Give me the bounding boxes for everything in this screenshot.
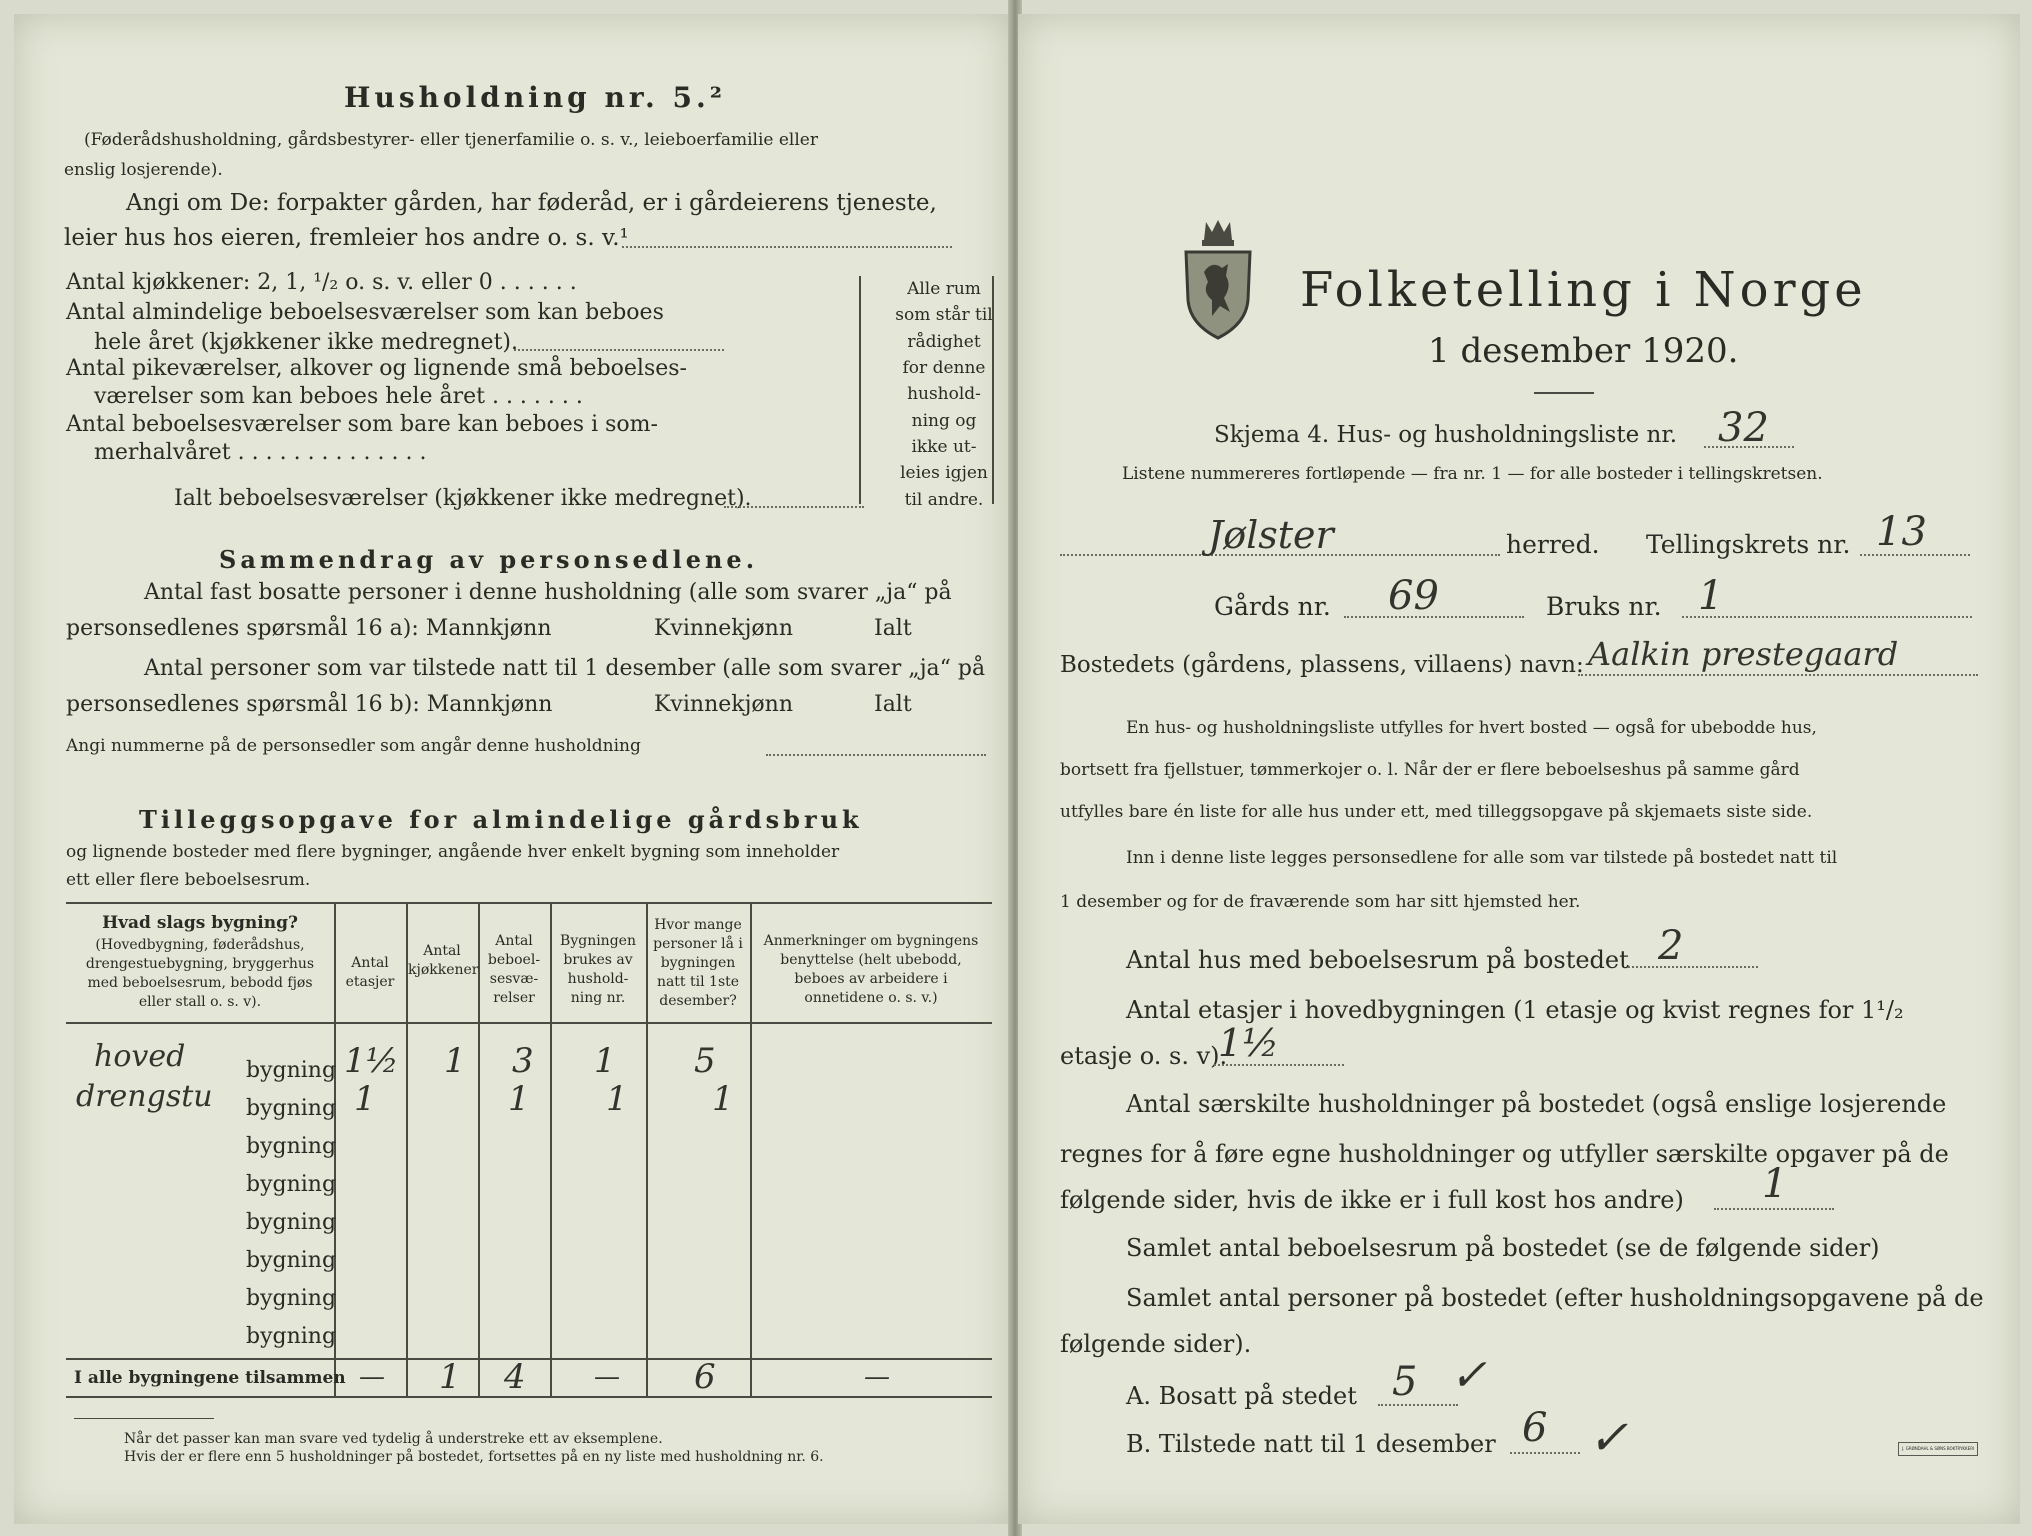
bosted-label: Bostedets (gårdens, plassens, villaens) navn:	[1060, 652, 1584, 678]
bosatt-label: A. Bosatt på stedet	[1126, 1382, 1357, 1410]
herred-label: herred.	[1506, 530, 1600, 559]
krets-value: 13	[1876, 509, 1927, 555]
header-rooms: Antal beboel-sesvæ-relser	[487, 933, 541, 1006]
household-title: Husholdning nr. 5.²	[344, 81, 727, 114]
para1-line3: utfylles bare én liste for alle hus under ett, med tilleggsopgave på skjemaets siste side.	[1060, 802, 1813, 822]
summary-line1: Antal fast bosatte personer i denne husholdning (alle som svarer „ja“ på	[144, 580, 952, 605]
footnote-2: Hvis der er flere enn 5 husholdninger på bostedet, fortsettes på en ny liste med husholdning nr. 6.	[124, 1449, 824, 1465]
etasjer-line2: etasje o. s. v).	[1060, 1042, 1228, 1070]
para1-line2: bortsett fra fjellstuer, tømmerkojer o. l. Når der er flere beboelseshus på samme gård	[1060, 760, 1800, 780]
summary-title: Sammendrag av personsedlene.	[219, 545, 759, 574]
rooms-small-1: Antal pikeværelser, alkover og lignende små beboelses-	[66, 356, 687, 381]
supplement-title: Tilleggsopgave for almindelige gårdsbruk	[139, 805, 863, 834]
bosatt-check-icon: ✓	[1450, 1350, 1487, 1401]
left-page: Husholdning nr. 5.² (Føderådshusholdning, gårdsbestyrer- eller tjenerfamilie o. s. v., leieboerfamilie eller enslig losjerende). Angi om De: forpakter gården, har føderåd, er i gårdeierens tjeneste, leier hus hos eieren, fremleier hos andre o. s. v.¹ Antal kjøkkener: 2, 1, ¹/₂ o. s. v. eller 0 . . . . . . Antal almindelige beboelsesværelser som kan beboes hele året (kjøkkener ikke medregnet). Antal pikeværelser, alkover og lignende små beboelses- værelser som kan beboes hele året . . . . . . . Antal beboelsesværelser som bare kan beboes i som- merhalvåret . . . . . . . . . . . . . . Ialt beboelsesværelser (kjøkkener ikke medregnet). Alle rum som står til rådighet for denne hushold- ning og ikke ut- leies igjen til andre. Sammendrag av personsedlene. Antal fast bosatte personer i denne husholdning (alle som svarer „ja“ på personsedlenes spørsmål 16 a): Mannkjønn Kvinnekjønn Ialt Antal personer som var tilstede natt til 1 desember (alle som svarer „ja“ på personsedlenes spørsmål 16 b): Mannkjønn Kvinnekjønn Ialt Angi nummerne på de personsedler som angår denne husholdning Tilleggsopgave for almindelige gårdsbruk og lignende bosteder med flere bygninger, angående hver enkelt bygning som inneholder ett eller flere beboelsesrum. Hvad slags bygning? (Hovedbygning, føderådshus, drengestuebygning, bryggerhus med beboelsesrum, bebodd fjøs eller stall o. s. v). Antal etasjer Antal kjøkkener Antal beboel-sesvæ-relser Bygningen brukes av hushold-ning nr. Hvor mange personer lå i bygningen natt til 1ste desember? Anmerkninger om bygningens benyttelse (helt ubebodd, beboes av arbeidere i onnetidene o. s. v.) hoved bygning 1½ 1 3 1 5 drengstu bygning 1 1 1 1 bygning bygning bygning bygning bygning bygning I alle bygningene tilsammen — 1 4 — 6 — Når det passer kan man svare ved tydelig å understreke ett av eksemplene. Hvis der er flere enn 5 husholdninger på bostedet, fortsettes på en ny liste med husholdning nr. 6.	[14, 14, 1010, 1524]
rooms-summer-2: merhalvåret . . . . . . . . . . . . . .	[94, 440, 427, 465]
para2-line2: 1 desember og for de fraværende som har sitt hjemsted her.	[1060, 892, 1581, 912]
gards-label: Gårds nr.	[1214, 592, 1331, 621]
hush-line1: Antal særskilte husholdninger på bostedet (også enslige losjerende	[1126, 1090, 1947, 1118]
herred-value: Jølster	[1208, 513, 1334, 557]
etasjer-value: 1½	[1218, 1021, 1280, 1065]
supplement-line1: og lignende bosteder med flere bygninger, angående hver enkelt bygning som inneholder	[66, 842, 840, 862]
coat-of-arms-icon	[1178, 216, 1258, 340]
bracket-note: Alle rum som står til rådighet for denne hushold- ning og ikke ut- leies igjen til andre.	[895, 279, 993, 510]
krets-label: Tellingskrets nr.	[1646, 530, 1851, 559]
etasjer-line1: Antal etasjer i hovedbygningen (1 etasje og kvist regnes for 1¹/₂	[1126, 996, 1904, 1024]
hush-line3: følgende sider, hvis de ikke er i full kost hos andre)	[1060, 1186, 1684, 1214]
hus-label: Antal hus med beboelsesrum på bostedet	[1126, 946, 1629, 974]
rooms-total: Ialt beboelsesværelser (kjøkkener ikke medregnet).	[174, 486, 752, 511]
header-floors: Antal etasjer	[345, 955, 395, 990]
summary-line2: personsedlenes spørsmål 16 a): Mannkjønn	[66, 616, 552, 641]
gards-value: 69	[1388, 573, 1439, 619]
form-date: 1 desember 1920.	[1428, 331, 1739, 371]
rooms-ordinary-1: Antal almindelige beboelsesværelser som kan beboes	[66, 300, 664, 325]
rooms-ordinary-2: hele året (kjøkkener ikke medregnet).	[94, 330, 518, 355]
samlet-pers-line2: følgende sider).	[1060, 1330, 1252, 1358]
rooms-summer-1: Antal beboelsesværelser som bare kan beboes i som-	[66, 412, 658, 437]
header-building-desc: (Hovedbygning, føderådshus, drengestuebygning, bryggerhus med beboelsesrum, bebodd fjøs eller stall o. s. v).	[85, 937, 315, 1010]
summary-total-1: Ialt	[874, 616, 912, 641]
header-kitchens: Antal kjøkkener	[408, 943, 479, 978]
summary-numbers: Angi nummerne på de personsedler som angår denne husholdning	[66, 736, 641, 756]
schema-note: Listene nummereres fortløpende — fra nr. 1 — for alle bosteder i tellingskretsen.	[1122, 464, 1823, 484]
bracket	[859, 276, 863, 504]
tilstede-value: 6	[1522, 1405, 1548, 1451]
angi-line1: Angi om De: forpakter gården, har føderåd, er i gårdeierens tjeneste,	[126, 190, 937, 216]
hus-value: 2	[1658, 923, 1684, 969]
household-intro-line2: enslig losjerende).	[64, 160, 223, 180]
hush-value: 1	[1762, 1161, 1788, 1207]
summary-line4: personsedlenes spørsmål 16 b): Mannkjønn	[66, 692, 553, 717]
supplement-line2: ett eller flere beboelsesrum.	[66, 870, 311, 890]
bosatt-value: 5	[1392, 1359, 1418, 1405]
rooms-kitchens: Antal kjøkkener: 2, 1, ¹/₂ o. s. v. eller 0 . . . . . .	[66, 270, 577, 295]
summary-female-2: Kvinnekjønn	[654, 692, 793, 717]
summary-female-1: Kvinnekjønn	[654, 616, 793, 641]
summary-total-2: Ialt	[874, 692, 912, 717]
summary-line3: Antal personer som var tilstede natt til 1 desember (alle som svarer „ja“ på	[144, 656, 986, 681]
header-household: Bygningen brukes av hushold-ning nr.	[560, 933, 636, 1006]
household-intro-line1: (Føderådshusholdning, gårdsbestyrer- eller tjenerfamilie o. s. v., leieboerfamilie eller	[84, 130, 818, 150]
bosted-value: Aalkin prestegaard	[1588, 635, 1899, 673]
hush-line2: regnes for å føre egne husholdninger og utfyller særskilte opgaver på de	[1060, 1140, 1949, 1168]
header-building-type: Hvad slags bygning?	[102, 913, 298, 933]
right-page	[1018, 14, 2020, 1524]
tilstede-check-icon: ✓	[1588, 1410, 1629, 1466]
samlet-rum: Samlet antal beboelsesrum på bostedet (se de følgende sider)	[1126, 1234, 1880, 1262]
rooms-small-2: værelser som kan beboes hele året . . . . . . .	[94, 384, 583, 409]
tilstede-label: B. Tilstede natt til 1 desember	[1126, 1430, 1496, 1458]
form-title: Folketelling i Norge	[1300, 262, 1867, 318]
samlet-pers-line1: Samlet antal personer på bostedet (efter husholdningsopgavene på de	[1126, 1284, 1984, 1312]
para1-line1: En hus- og husholdningsliste utfylles for hvert bosted — også for ubebodde hus,	[1126, 718, 1817, 738]
printer-stamp: J. GRØNDAHL & SØNS BOKTRYKKERI	[1898, 1442, 1978, 1456]
header-persons: Hvor mange personer lå i bygningen natt til 1ste desember?	[653, 917, 743, 1009]
bruks-value: 1	[1698, 573, 1724, 619]
header-remarks: Anmerkninger om bygningens benyttelse (helt ubebodd, beboes av arbeidere i onnetidene o. s. v.)	[763, 933, 979, 1006]
angi-line2: leier hus hos eieren, fremleier hos andre o. s. v.¹	[64, 225, 629, 251]
bruks-label: Bruks nr.	[1546, 592, 1662, 621]
schema-value: 32	[1718, 405, 1769, 451]
footnote-1: Når det passer kan man svare ved tydelig å understreke ett av eksemplene.	[124, 1431, 663, 1447]
para2-line1: Inn i denne liste legges personsedlene for alle som var tilstede på bostedet natt til	[1126, 848, 1838, 868]
schema-label: Skjema 4. Hus- og husholdningsliste nr.	[1214, 422, 1678, 448]
